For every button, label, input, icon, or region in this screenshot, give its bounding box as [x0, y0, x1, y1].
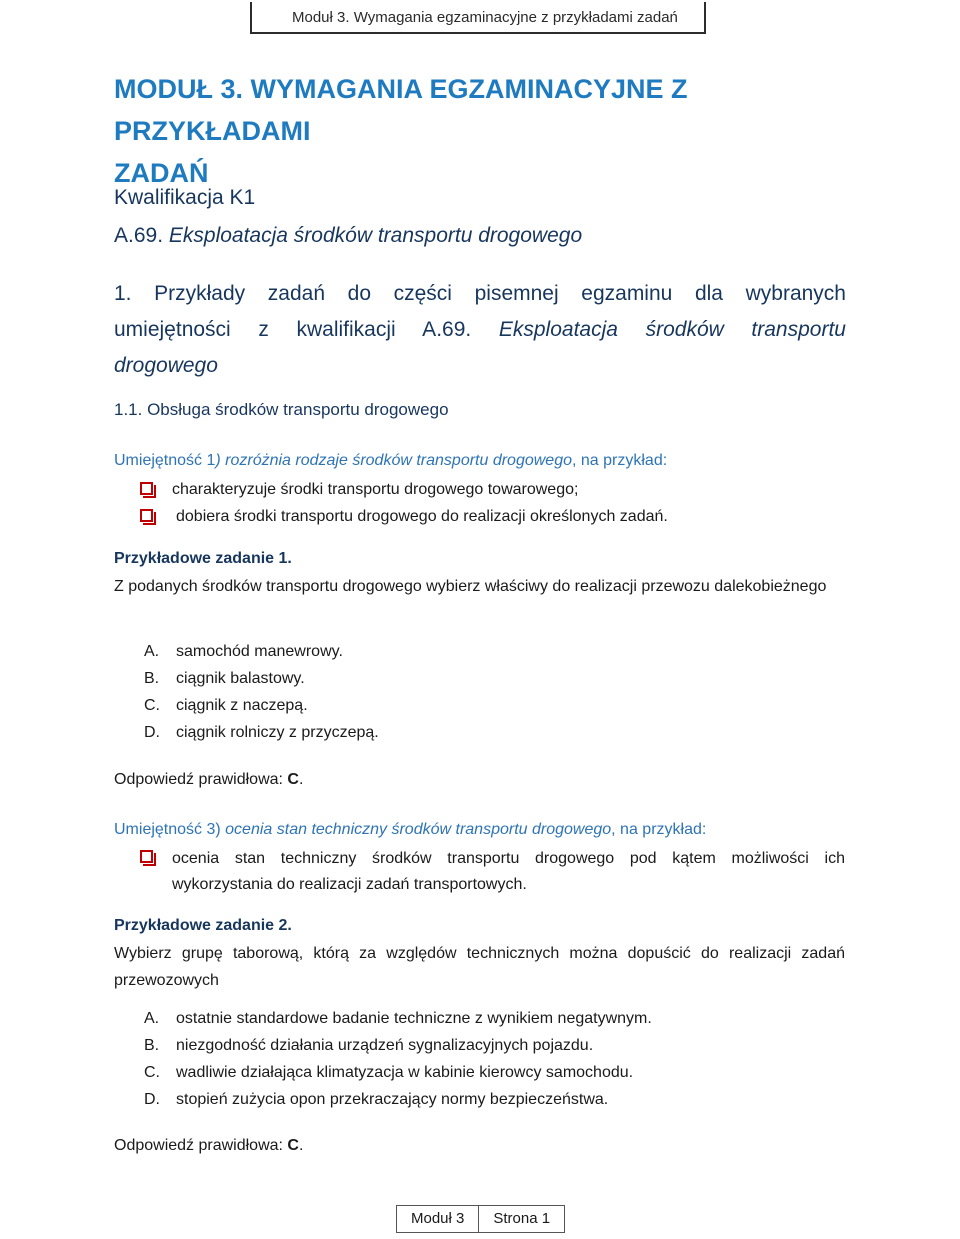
section-1-line2-italic: Eksploatacja środków transportu	[498, 318, 846, 341]
page-title-line1: MODUŁ 3. WYMAGANIA EGZAMINACYJNE Z PRZYKŁADAMI	[114, 74, 688, 146]
task-2-option-d-letter: D.	[144, 1091, 160, 1108]
footer-page-number: Strona 1	[479, 1205, 565, 1233]
task-2-option-b: niezgodność działania urządzeń sygnalizacyjnych pojazdu.	[176, 1037, 594, 1054]
task-2-option-d: stopień zużycia opon przekraczający normy bezpieczeństwa.	[176, 1091, 609, 1108]
skill-1-prefix: Umiejętność 1	[114, 452, 216, 469]
task-2-option-c-letter: C.	[144, 1064, 160, 1081]
qualification-label: Kwalifikacja K1	[114, 186, 256, 209]
skill-3-italic: ocenia stan techniczny środków transportu drogowego	[225, 821, 612, 838]
task-1-answer-label: Odpowiedź prawidłowa:	[114, 771, 288, 788]
section-1-line2-prefix: umiejętności z kwalifikacji A.69.	[114, 318, 472, 341]
task-2-answer-label: Odpowiedź prawidłowa:	[114, 1137, 288, 1154]
skill-3-bullet-line2: wykorzystania do realizacji zadań transportowych.	[172, 876, 527, 893]
task-2-option-a: ostatnie standardowe badanie techniczne z wynikiem negatywnym.	[176, 1010, 652, 1027]
skill-1-suffix: , na przykład:	[572, 452, 668, 469]
task-2-option-c: wadliwie działająca klimatyzacja w kabinie kierowcy samochodu.	[176, 1064, 634, 1081]
checkbox-bullet-icon	[140, 850, 153, 863]
checkbox-bullet-icon	[140, 482, 153, 495]
skill-1-heading	[114, 452, 667, 470]
page-title	[114, 68, 854, 194]
task-1-answer	[114, 771, 303, 789]
task-2-answer	[114, 1137, 303, 1155]
skill-3-suffix: , na przykład:	[611, 821, 707, 838]
qualification-name	[114, 224, 582, 248]
qualification-title: Eksploatacja środków transportu drogowego	[168, 224, 583, 247]
footer-module: Moduł 3	[396, 1205, 479, 1233]
skill-3-bullet-line1: ocenia stan techniczny środków transportu drogowego pod kątem możliwości ich	[172, 850, 845, 867]
task-1-option-c-letter: C.	[144, 697, 160, 714]
task-1-option-b: ciągnik balastowy.	[176, 670, 305, 687]
task-1-option-d-letter: D.	[144, 724, 160, 741]
page-footer	[396, 1205, 565, 1233]
task-2-question: Wybierz grupę taborową, którą za względów technicznych można dopuścić do realizacji zadań przewozowych	[114, 945, 845, 989]
skill-1-bullet-1: charakteryzuje środki transportu drogowego towarowego;	[172, 481, 579, 498]
qualification-code: A.69.	[114, 224, 164, 247]
skill-1-italic: ) rozróżnia rodzaje środków transportu drogowego	[215, 452, 572, 469]
skill-1-bullet-2: dobiera środki transportu drogowego do realizacji określonych zadań.	[176, 508, 668, 525]
section-1-line1: 1. Przykłady zadań do części pisemnej egzaminu dla wybranych	[114, 282, 846, 305]
task-2-label: Przykładowe zadanie 2.	[114, 917, 292, 934]
task-1-option-c: ciągnik z naczepą.	[176, 697, 308, 714]
task-1-answer-value: C	[287, 771, 299, 788]
task-2-answer-value: C	[287, 1137, 299, 1154]
checkbox-bullet-icon	[140, 509, 153, 522]
task-1-question: Z podanych środków transportu drogowego wybierz właściwy do realizacji przewozu dalekobieżnego	[114, 578, 827, 595]
section-1-heading	[114, 276, 846, 384]
section-1-line3: drogowego	[114, 354, 218, 377]
page-title-line2: ZADAŃ	[114, 158, 209, 188]
section-1-line2	[114, 312, 846, 348]
task-1-option-a-letter: A.	[144, 643, 160, 660]
skill-3-prefix: Umiejętność 3)	[114, 821, 226, 838]
task-2-answer-end: .	[298, 1137, 304, 1154]
task-2-option-b-letter: B.	[144, 1037, 160, 1054]
task-1-answer-end: .	[298, 771, 304, 788]
task-1-option-b-letter: B.	[144, 670, 160, 687]
skill-3-heading	[114, 821, 706, 839]
task-1-option-d: ciągnik rolniczy z przyczepą.	[176, 724, 379, 741]
page-header-text: Moduł 3. Wymagania egzaminacyjne z przykładami zadań	[292, 9, 678, 26]
section-1-1-heading: 1.1. Obsługa środków transportu drogowego	[114, 400, 449, 419]
task-1-label: Przykładowe zadanie 1.	[114, 550, 292, 567]
task-2-option-a-letter: A.	[144, 1010, 160, 1027]
task-1-option-a: samochód manewrowy.	[176, 643, 343, 660]
